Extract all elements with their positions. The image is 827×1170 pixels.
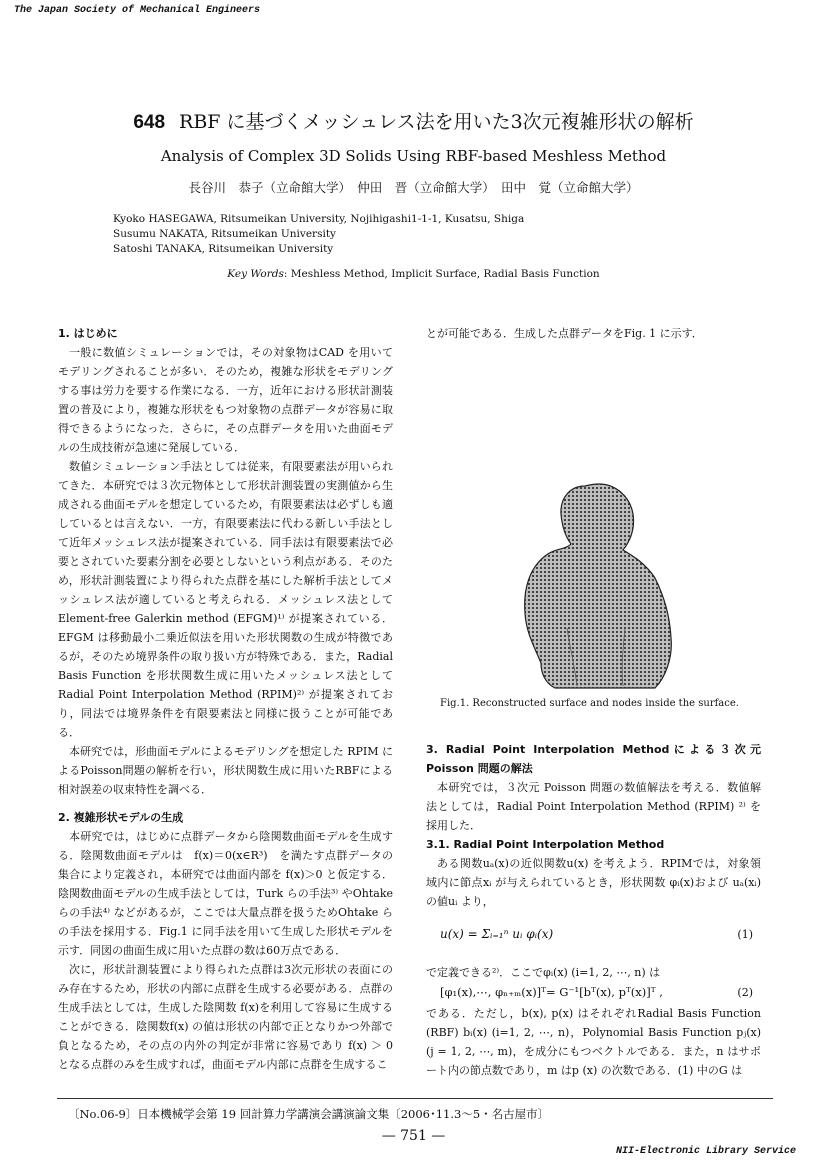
keywords (0, 268, 827, 280)
figure-caption: Fig.1. Reconstructed surface and nodes inside the surface. (440, 698, 739, 709)
paragraph: ある関数uₐ(x)の近似関数u(x) を考えよう．RPIMでは，対象領域内に節点xᵢ が与えられているとき，形状関数 φᵢ(x)および uₐ(xᵢ)の値uᵢ より， (426, 857, 761, 908)
bust-shape (525, 484, 672, 688)
equation-1-number: (1) (737, 928, 753, 941)
equation-2-text: [φ₁(x),⋯, φₙ₊ₘ(x)]ᵀ= G⁻¹[bᵀ(x), pᵀ(x)]ᵀ , (440, 985, 663, 999)
equation-2-number: (2) (737, 986, 753, 999)
section-heading: 1. はじめに (58, 327, 118, 340)
keywords-text: : Meshless Method, Implicit Surface, Radial Basis Function (283, 268, 600, 280)
paragraph: 本研究では，形曲面モデルによるモデリングを想定した RPIM によるPoisson問題の解析を行い，形状関数生成に用いたRBFによる相対誤差の収束特性を調べる． (58, 745, 393, 796)
authors-jp: 長谷川 恭子（立命館大学） 仲田 晋（立命館大学） 田中 覚（立命館大学） (188, 180, 639, 195)
keywords-label: Key Words (227, 268, 284, 280)
paragraph-continued: とが可能である．生成した点群データをFig. 1 に示す． (426, 327, 703, 340)
right-column-top (426, 324, 761, 474)
affiliations (113, 212, 524, 257)
paragraph: 本研究では，３次元 Poisson 問題の数値解法を考える．数値解法としては，Radial Point Interpolation Method (RPIM) ²⁾ を採用した． (426, 781, 761, 832)
footer-divider (57, 1098, 773, 1099)
paper-number: 648 (133, 112, 166, 133)
subsection-heading: 3.1. Radial Point Interpolation Method (426, 838, 665, 851)
paragraph: 数値シミュレーション手法としては従来，有限要素法が用いられてきた．本研究では３次元物体として形状計測装置の実測値から生成される曲面モデルを想定しているため，有限要素法は必ずしも適しているとは言えない．一方，有限要素法に代わる新しい手法として近年メッシュレス法が提案されている．同手法は有限要素法で必要とされていた要素分割を必要としないという利点がある．そのため，形状計測装置により得られた点群を基にした解析手法としてメッシュレス法が適していると考えられる．メッシュレス法として Element-free Galerkin method (EFGM)¹⁾ が提案されている．EFGM は移動最小二乗近似法を用いた形状関数の生成が特徴であるが，そのため境界条件の取り扱い方が特殊である．また，Radial Basis Function を形状関数生成に用いたメッシュレス法として Radial Point Interpolation Method (RPIM)²⁾ が提案されており，同法では境界条件を有限要素法と同様に扱うことが可能である． (58, 460, 393, 739)
equation-1 (426, 911, 761, 963)
page-number: — 751 — (381, 1128, 446, 1144)
paragraph: である．ただし，b(x), p(x) はそれぞれRadial Basis Function (RBF) bᵢ(x) (i=1, 2, ⋯, n)，Polynomial Basis Function pⱼ(x) (j = 1, 2, ⋯, m)，を成分にもつベクトルである．また，n はサポート内の節点数であり，m はp (x) の次数である．(1) 中のG は (426, 1007, 761, 1077)
library-footer: NII-Electronic Library Service (616, 1146, 797, 1157)
paragraph: 本研究では，はじめに点群データから陰関数曲面モデルを生成する．陰関数曲面モデルは f(x)＝0(x∈R³) を満たす点群データの集合により定義され，本研究では曲面内部を f(x)＞0 と仮定する．陰関数曲面モデルの生成手法としては，Turk らの手法³⁾ やOhtake らの手法⁴⁾ などがあるが，ここでは大量点群を扱うためOhtake らの手法を採用する．Fig.1 に同手法を用いて生成した形状モデルを示す．同図の曲面生成に用いた点群の数は60万点である． (58, 830, 393, 957)
title-jp-text: RBF に基づくメッシュレス法を用いた3次元複雑形状の解析 (179, 111, 694, 133)
equation-1-text: u(x) = Σᵢ₌₁ⁿ uᵢ φᵢ(x) (440, 927, 554, 941)
affiliation-line: Kyoko HASEGAWA, Ritsumeikan University, Nojihigashi1-1-1, Kusatsu, Shiga (113, 213, 525, 225)
paper-title-jp (0, 107, 827, 134)
right-column-section3 (426, 740, 761, 1080)
left-column (58, 324, 393, 1074)
society-header: The Japan Society of Mechanical Engineers (14, 5, 261, 16)
affiliation-line: Satoshi TANAKA, Ritsumeikan University (113, 243, 334, 255)
paragraph: 一般に数値シミュレーションでは，その対象物はCAD を用いてモデリングされることが多い．そのため，複雑な形状をモデリングする事は労力を要する作業になる．一方，近年における形状計測装置の普及により，複雑な形状をもつ対象物の点群データが容易に取得できるようになった．さらに，その点群データを用いた曲面モデルの生成技術が急速に発展している． (58, 346, 393, 454)
affiliation-line: Susumu NAKATA, Ritsumeikan University (113, 228, 336, 240)
section-heading: 2. 複雑形状モデルの生成 (58, 811, 184, 824)
paragraph: 次に，形状計測装置により得られた点群は3次元形状の表面にのみ存在するため，形状の内部に点群を生成する必要がある．点群の生成手法としては，生成した陰関数 f(x)を利用して容易に生成することができる．陰関数f(x) の値は形状の内部で正となりかつ外部で負となるため，その点の内外の判定が非常に容易であり f(x) ＞ 0 となる点群のみを生成すれば，曲面モデル内部に点群を生成するこ (58, 963, 393, 1071)
equation-2 (426, 982, 761, 1004)
section-heading: 3. Radial Point Interpolation Methodによる３次元 Poisson 問題の解法 (426, 743, 761, 775)
paragraph: で定義できる²⁾．ここでφᵢ(x) (i=1, 2, ⋯, n) は (426, 966, 661, 979)
paper-title-en: Analysis of Complex 3D Solids Using RBF-based Meshless Method (160, 147, 667, 165)
reconstructed-surface-figure (515, 478, 680, 693)
footer-note: 〔No.06-9〕日本機械学会第 19 回計算力学講演会講演論文集〔2006･11.3～5・名古屋市〕 (68, 1107, 550, 1121)
